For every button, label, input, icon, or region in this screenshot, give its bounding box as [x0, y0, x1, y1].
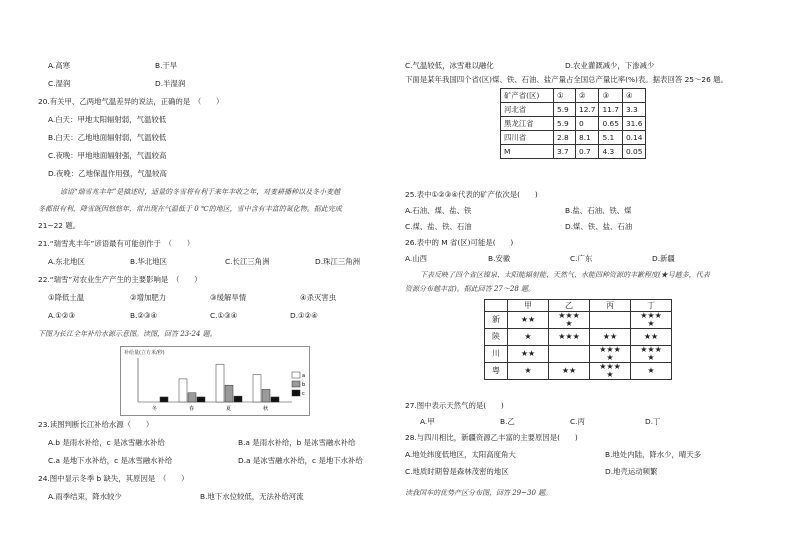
- q22-option-b[interactable]: B.②③④: [130, 311, 158, 320]
- q27-option-b[interactable]: B.乙: [500, 417, 515, 426]
- q28-stem: 28.与四川相比，新疆资源乙丰富的主要原因是( ): [405, 433, 578, 442]
- star-cell: ★: [631, 363, 672, 380]
- q22-stem: 22.“瑞雪”对农业生产产生的主要影响是 （ ）: [38, 275, 202, 284]
- chart-legend: [292, 372, 305, 397]
- q26-stem: 26.表中的 M 省(区)可能是( ): [405, 238, 514, 247]
- q22-item-1: ①降低土温: [48, 293, 85, 302]
- table-row: [485, 312, 672, 329]
- bar-b-秋: [262, 389, 270, 402]
- category-label: 冬: [152, 406, 158, 412]
- bar-c-春: [197, 397, 205, 402]
- table-cell: 陕: [485, 329, 508, 346]
- table-cell: 4.3: [599, 145, 622, 159]
- table-cell: 粤: [485, 363, 508, 380]
- bar-c-夏: [234, 396, 242, 402]
- bar-a-夏: [216, 364, 224, 402]
- legend-label: b: [302, 382, 306, 388]
- table-header-cell: 矿产省(区): [501, 89, 554, 103]
- table-row: [501, 117, 646, 131]
- table-header-cell: ②: [576, 89, 599, 103]
- q20-option-b[interactable]: B.白天：乙地地面辐射弱，气温较低: [48, 133, 167, 142]
- q20-option-c[interactable]: C.夜晚：甲地地面辐射强，气温较高: [48, 151, 167, 160]
- q23-stem: 23.读图判断长江补给水源（ ）: [38, 420, 154, 429]
- q28-option-a[interactable]: A.地处纬度低地区，太阳高度角大: [405, 450, 516, 459]
- star-cell: ★: [508, 329, 549, 346]
- table-cell: 3.3: [622, 103, 645, 117]
- table-header-cell: ③: [599, 89, 622, 103]
- table-cell: 黑龙江省: [501, 117, 554, 131]
- intro-21-line2: 冬都很有利，降雪既因悠悠年，常出现在气温低于 0 ℃的地区，雪中含有丰富的氮化物。据此完成: [38, 205, 342, 213]
- q19-option-c[interactable]: C.湿润: [48, 79, 71, 88]
- table-row: [501, 103, 646, 117]
- table-header-cell: ④: [622, 89, 645, 103]
- intro-25: 下面是某年我国四个省(区)煤、铁、石油、盐产量占全国总产量比率(%)表。据表回答 25～26 题。: [405, 75, 728, 84]
- q20-option-a[interactable]: A.白天：甲地太阳辐射弱，气温较低: [48, 115, 167, 124]
- q22-option-d[interactable]: D.①②④: [290, 311, 318, 320]
- table-cell: 3.7: [554, 145, 576, 159]
- table-cell: 8.1: [576, 131, 599, 145]
- bar-a-春: [179, 379, 187, 402]
- table-header-row: [501, 89, 646, 103]
- water-supply-chart: [120, 346, 310, 416]
- q26-option-c[interactable]: C.广东: [570, 254, 593, 263]
- star-cell: ★★★ ★: [590, 363, 631, 380]
- table-cell: 0.05: [622, 145, 645, 159]
- bar-c-冬: [160, 397, 168, 402]
- intro-21-line1: 谚语“瑞雪兆丰年”是描述时，适量的冬雪将有利于来年丰收之年，对麦耕播种以及冬小麦越: [60, 188, 341, 196]
- q23-option-d[interactable]: D.a 是冰雪融水补给，c 是地下水补给: [238, 456, 363, 465]
- table-cell: M: [501, 145, 554, 159]
- category-label: 春: [189, 406, 195, 412]
- table-cell: 0.7: [576, 145, 599, 159]
- bar-b-春: [188, 393, 196, 402]
- chart-bars: [160, 364, 279, 402]
- table-cell: 河北省: [501, 103, 554, 117]
- q27-option-d[interactable]: D.丁: [645, 417, 661, 426]
- table-header-cell: [485, 300, 508, 312]
- bar-b-夏: [225, 385, 233, 402]
- table-cell: 11.7: [599, 103, 622, 117]
- q21-option-c[interactable]: C.长江三角洲: [225, 257, 270, 266]
- table-cell: 5.1: [599, 131, 622, 145]
- star-cell: ★★★: [549, 329, 590, 346]
- q23-option-a[interactable]: A.b 是雨水补给，c 是冰雪融水补给: [48, 438, 165, 447]
- star-cell: ★★★ ★: [631, 312, 672, 329]
- q24-option-c[interactable]: C.气温较低，冰雪难以融化: [405, 61, 494, 70]
- q25-option-d[interactable]: D.煤、铁、盐、石油: [565, 222, 633, 231]
- legend-swatch-a: [292, 372, 300, 378]
- bar-c-秋: [271, 397, 279, 402]
- table-cell: 5.9: [554, 103, 576, 117]
- q22-option-a[interactable]: A.①②③: [48, 311, 76, 320]
- star-cell: ★★★ ★: [549, 312, 590, 329]
- intro-27-line1: 下表反映了四个省区镍泉、太阳能辐射能、天然气、水能四种资源的丰歉程度(★号越多，代表: [420, 271, 710, 279]
- q22-option-c[interactable]: C.①③④: [210, 311, 238, 320]
- legend-label: c: [302, 391, 305, 397]
- q26-option-a[interactable]: A.山西: [405, 254, 428, 263]
- star-cell: ★★: [631, 329, 672, 346]
- q22-item-4: ④杀灭害虫: [300, 293, 337, 302]
- q21-option-b[interactable]: B.华北地区: [130, 257, 167, 266]
- table-header-cell: ①: [554, 89, 576, 103]
- table-cell: 四川省: [501, 131, 554, 145]
- q27-option-a[interactable]: A.甲: [420, 417, 435, 426]
- q20-option-d[interactable]: D.夜晚：乙地保温作用强，气温较高: [48, 169, 167, 178]
- table-cell: 新: [485, 312, 508, 329]
- q25-option-b[interactable]: B.盐、石油、铁、煤: [565, 206, 632, 215]
- star-cell: [590, 312, 631, 329]
- q24-option-b[interactable]: B.地下水位较低，无法补给河流: [200, 492, 304, 501]
- legend-swatch-c: [292, 390, 300, 396]
- q26-option-d[interactable]: D.新疆: [652, 254, 675, 263]
- q23-option-c[interactable]: C.a 是地下水补给，c 是冰雪融水补给: [48, 456, 173, 465]
- q20-stem: 20.有关甲、乙两地气温差异的说法，正确的是 （ ）: [38, 97, 224, 106]
- star-cell: ★★★ ★: [590, 346, 631, 363]
- q22-item-3: ③缓解旱情: [210, 293, 247, 302]
- table-header-cell: 乙: [549, 300, 590, 312]
- q23-option-b[interactable]: B.a 是雨水补给，b 是冰雪融水补给: [238, 438, 356, 447]
- q21-option-d[interactable]: D.珠江三角洲: [315, 257, 360, 266]
- table-header-cell: 丁: [631, 300, 672, 312]
- chart-frame: [121, 347, 310, 416]
- table-header-cell: 丙: [590, 300, 631, 312]
- q25-stem: 25.表中①②③④代表的矿产依次是( ): [405, 190, 538, 199]
- q28-option-c[interactable]: C.地质时期曾是森林茂密的地区: [405, 467, 509, 476]
- intro-23: 下图为长江全年补给水源示意图。读图，回答 23-24 题。: [38, 330, 217, 338]
- chart-categories: [152, 405, 268, 412]
- legend-swatch-b: [292, 381, 300, 387]
- q24-option-d[interactable]: D.农业灌溉减少，下渗减少: [565, 61, 655, 70]
- intro-27-line2: 资源分布越丰富)。据此回答 27～28 题。: [405, 285, 535, 293]
- table-header-row: [485, 300, 672, 312]
- star-cell: ★★★ ★: [631, 346, 672, 363]
- chart-title: 补给量(立方米/秒): [124, 350, 165, 356]
- star-cell: ★★: [549, 363, 590, 380]
- q22-item-2: ②增加肥力: [130, 293, 167, 302]
- q25-option-a[interactable]: A.石油、煤、盐、铁: [405, 206, 472, 215]
- table-row: [501, 131, 646, 145]
- table-cell: 31.6: [622, 117, 645, 131]
- q24-stem: 24.图中显示冬季 b 缺失，其原因是 （ ）: [38, 474, 189, 483]
- star-cell: ★★: [508, 312, 549, 329]
- q25-option-c[interactable]: C.煤、盐、铁、石油: [405, 222, 472, 231]
- q19-option-d[interactable]: D.半湿润: [155, 79, 186, 88]
- table-cell: 12.7: [576, 103, 599, 117]
- table-cell: 川: [485, 346, 508, 363]
- star-cell: ★★: [590, 329, 631, 346]
- resource-star-table: [484, 299, 672, 380]
- q27-option-c[interactable]: C.丙: [570, 417, 585, 426]
- mineral-table: [500, 88, 646, 159]
- star-cell: [549, 346, 590, 363]
- q24-option-a[interactable]: A.雨季结束，降水较少: [48, 492, 122, 501]
- table-cell: 0: [576, 117, 599, 131]
- category-label: 夏: [226, 406, 232, 412]
- table-cell: 0.65: [599, 117, 622, 131]
- q28-option-b[interactable]: B.地处内陆，降水少，晴天多: [605, 450, 702, 459]
- table-row: [485, 363, 672, 380]
- q21-option-a[interactable]: A.东北地区: [48, 257, 85, 266]
- q27-stem: 27.图中表示天然气的是( ): [405, 401, 504, 410]
- q28-option-d[interactable]: D.地壳运动频繁: [605, 467, 658, 476]
- table-cell: 0.14: [622, 131, 645, 145]
- table-header-cell: 甲: [508, 300, 549, 312]
- outro-29: 读我国车的优势产区分布图，回答 29~30 题。: [405, 489, 553, 497]
- table-row: [485, 329, 672, 346]
- table-cell: 2.8: [554, 131, 576, 145]
- table-row: [485, 346, 672, 363]
- table-cell: 5.9: [554, 117, 576, 131]
- bar-a-秋: [253, 375, 261, 402]
- star-cell: ★: [508, 363, 549, 380]
- table-row: [501, 145, 646, 159]
- intro-21-line3: 21~22 题。: [38, 221, 81, 230]
- q21-stem: 21.“瑞雪兆丰年”谚语最有可能创作于 （ ）: [38, 239, 195, 248]
- category-label: 秋: [263, 406, 269, 412]
- q26-option-b[interactable]: B.安徽: [488, 254, 511, 263]
- q19-option-b[interactable]: B.干旱: [155, 61, 178, 70]
- q19-option-a[interactable]: A.高寒: [48, 61, 71, 70]
- legend-label: a: [302, 373, 306, 379]
- star-cell: ★★: [508, 346, 549, 363]
